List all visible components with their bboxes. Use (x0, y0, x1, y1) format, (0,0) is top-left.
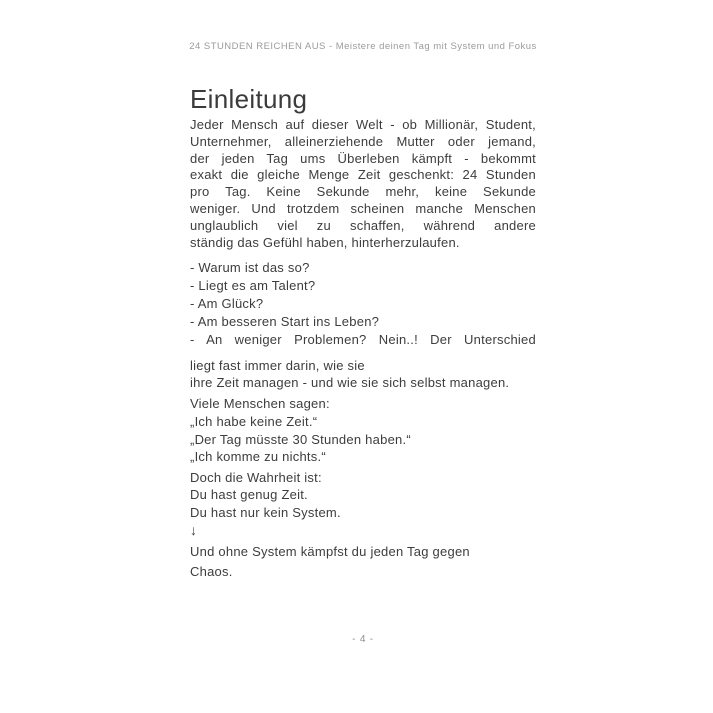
question-line: - Liegt es am Talent? (190, 278, 316, 294)
quote-line: „Ich komme zu nichts.“ (190, 449, 326, 465)
quote-block (190, 413, 536, 465)
intro-line: pro Tag. Keine Sekunde mehr, keine Sekunde (190, 184, 536, 200)
quote-line: „Der Tag müsste 30 Stunden haben.“ (190, 431, 411, 447)
running-header: 24 STUNDEN REICHEN AUS - Meistere deinen Tag mit System und Fokus (189, 41, 537, 52)
continuation-line: ihre Zeit managen - und wie sie sich selbst managen. (190, 375, 510, 391)
truth-statements (190, 486, 536, 522)
intro-line: unglaublich viel zu schaffen, während andere (190, 217, 536, 233)
intro-paragraph (190, 117, 536, 251)
lead-in-text: Viele Menschen sagen: (190, 396, 330, 412)
question-line: - Am besseren Start ins Leben? (190, 314, 380, 330)
truth-line: Du hast nur kein System. (190, 504, 341, 520)
intro-line: Unternehmer, alleinerziehende Mutter oder jemand, (190, 133, 536, 149)
quote-line: „Ich habe keine Zeit.“ (190, 414, 318, 430)
chapter-title: Einleitung (190, 84, 308, 114)
intro-line: der jeden Tag ums Überleben kämpft - bekommt (190, 150, 536, 166)
down-arrow-symbol: ↓ (190, 521, 198, 538)
question-line: - An weniger Problemen? Nein..! Der Unterschied (190, 332, 536, 348)
page-number: - 4 - (352, 634, 374, 645)
question-line: - Warum ist das so? (190, 260, 310, 276)
intro-line: Jeder Mensch auf dieser Welt - ob Millionär, Student, (190, 117, 536, 132)
question-list (190, 259, 536, 348)
closing-line: Chaos. (190, 564, 233, 580)
truth-line: Du hast genug Zeit. (190, 486, 308, 502)
page-content (190, 86, 536, 583)
intro-line: weniger. Und trotzdem scheinen manche Menschen (190, 200, 536, 216)
intro-line: exakt die gleiche Menge Zeit geschenkt: 24 Stunden (190, 167, 536, 183)
closing-paragraph (190, 542, 536, 583)
question-line: - Am Glück? (190, 296, 264, 312)
continuation-paragraph (190, 357, 536, 391)
continuation-line: liegt fast immer darin, wie sie (190, 358, 365, 374)
truth-label: Doch die Wahrheit ist: (190, 469, 322, 485)
closing-line: Und ohne System kämpfst du jeden Tag gegen (190, 543, 470, 559)
intro-line: ständig das Gefühl haben, hinterherzulaufen. (190, 234, 460, 250)
